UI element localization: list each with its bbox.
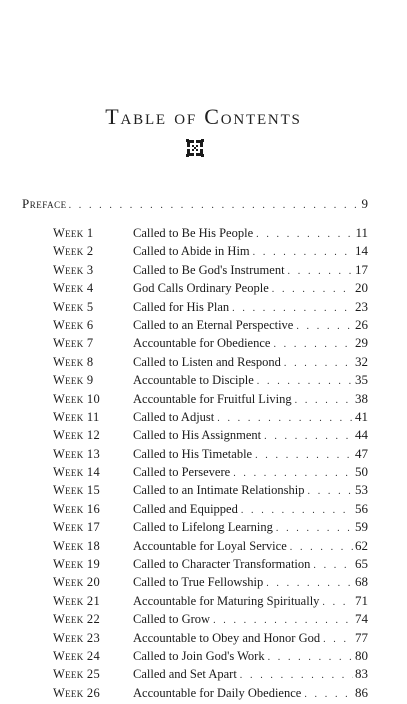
week-title: Called to Be His People — [133, 226, 254, 240]
week-title: Accountable for Fruitful Living — [133, 391, 292, 406]
week-label: Week 11 — [53, 409, 100, 424]
dot-leader — [322, 594, 353, 612]
page-number: 86 — [355, 684, 368, 700]
page-number: 53 — [355, 482, 368, 498]
week-title: Called to True Fellowship — [133, 575, 264, 590]
week-label: Week 3 — [53, 262, 94, 277]
page-number: 11 — [355, 225, 368, 240]
week-label: Week 6 — [53, 317, 94, 332]
page-number: 41 — [355, 408, 368, 424]
week-label: Week 21 — [53, 593, 101, 608]
preface-label: Preface — [22, 196, 67, 211]
week-title: Called to Grow — [133, 612, 211, 627]
toc-entry-week[interactable] — [53, 371, 368, 389]
dot-leader — [288, 263, 353, 281]
week-label: Week 17 — [53, 520, 101, 535]
page-number: 62 — [355, 537, 368, 553]
week-label: Week 24 — [53, 648, 101, 663]
toc-entry-week[interactable] — [53, 445, 368, 463]
week-list — [53, 224, 368, 702]
page-number: 77 — [355, 629, 368, 645]
toc-entry-week[interactable] — [53, 481, 368, 499]
week-label: Week 16 — [53, 501, 101, 516]
page-number: 38 — [355, 390, 368, 406]
toc-entry-week[interactable] — [53, 500, 368, 518]
week-label: Week 23 — [53, 630, 101, 645]
dot-leader — [272, 281, 353, 299]
toc-entry-week[interactable] — [53, 316, 368, 334]
week-title: Called to Lifelong Learning — [133, 520, 273, 535]
toc-entry-week[interactable] — [53, 518, 368, 536]
week-title: Accountable to Obey and Honor God — [133, 630, 321, 645]
toc-entry-week[interactable] — [53, 537, 368, 555]
week-title: Accountable to Disciple — [133, 373, 254, 388]
toc-entry-week[interactable] — [53, 573, 368, 591]
page-number: 9 — [361, 196, 368, 211]
page-number: 56 — [355, 500, 368, 516]
week-title: Called to Listen and Respond — [133, 354, 281, 369]
toc-entry-week[interactable] — [53, 353, 368, 371]
week-title: Accountable for Maturing Spiritually — [133, 593, 320, 608]
dot-leader — [264, 428, 353, 446]
week-label: Week 20 — [53, 575, 101, 590]
toc-entry-week[interactable] — [53, 555, 368, 573]
dot-leader — [276, 520, 353, 538]
toc-entry-week[interactable] — [53, 408, 368, 426]
dot-leader — [308, 483, 354, 501]
page-number: 44 — [355, 427, 368, 443]
week-label: Week 4 — [53, 281, 94, 296]
week-title: Called to an Eternal Perspective — [133, 317, 294, 332]
week-title: Called to an Intimate Relationship — [133, 483, 305, 498]
toc-entry-week[interactable] — [53, 224, 368, 242]
toc-entry-week[interactable] — [53, 242, 368, 260]
week-label: Week 8 — [53, 354, 94, 369]
page-title: Table of Contents — [105, 104, 302, 129]
week-title: Called to Be God's Instrument — [133, 262, 285, 277]
toc-entry-week[interactable] — [53, 390, 368, 408]
week-label: Week 18 — [53, 538, 101, 553]
page-number: 14 — [355, 243, 368, 259]
page-number: 50 — [355, 464, 368, 480]
page-number: 68 — [355, 574, 368, 590]
page-number: 35 — [355, 372, 368, 388]
week-label: Week 7 — [53, 336, 94, 351]
week-label: Week 5 — [53, 299, 94, 314]
week-title: Called to Abide in Him — [133, 244, 250, 259]
week-title: Called to His Assignment — [133, 428, 262, 443]
week-label: Week 1 — [53, 226, 94, 240]
week-title: God Calls Ordinary People — [133, 281, 269, 296]
page-number: 59 — [355, 519, 368, 535]
week-label: Week 22 — [53, 612, 101, 627]
dot-leader — [69, 197, 360, 215]
page-number: 47 — [355, 445, 368, 461]
page-number: 65 — [355, 556, 368, 572]
toc-entry-week[interactable] — [53, 592, 368, 610]
page-number: 83 — [355, 666, 368, 682]
week-title: Called for His Plan — [133, 299, 230, 314]
page-number: 80 — [355, 647, 368, 663]
page-number: 26 — [355, 316, 368, 332]
dot-leader — [304, 686, 353, 704]
week-label: Week 9 — [53, 373, 94, 388]
week-title: Accountable for Daily Obedience — [133, 685, 302, 700]
page-number: 17 — [355, 261, 368, 277]
dot-leader — [256, 226, 353, 244]
toc-entry-week[interactable] — [53, 684, 368, 702]
dot-leader — [295, 392, 353, 410]
diamond-ornament-icon — [186, 139, 204, 157]
week-title: Called to Character Transformation — [133, 557, 311, 572]
week-title: Called to Join God's Work — [133, 648, 265, 663]
dot-leader — [296, 318, 353, 336]
week-label: Week 26 — [53, 685, 101, 700]
week-label: Week 19 — [53, 557, 101, 572]
week-title: Called to Adjust — [133, 409, 215, 424]
toc-entry-week[interactable] — [53, 261, 368, 279]
toc-entry-week[interactable] — [53, 629, 368, 647]
week-title: Accountable for Obedience — [133, 336, 271, 351]
dot-leader — [268, 649, 353, 667]
toc-entry-week[interactable] — [53, 298, 368, 316]
toc-entry-week[interactable] — [53, 426, 368, 444]
page-number: 74 — [355, 611, 368, 627]
week-label: Week 2 — [53, 244, 94, 259]
toc-entry-preface[interactable] — [22, 195, 368, 213]
week-label: Week 10 — [53, 391, 101, 406]
page-number: 23 — [355, 298, 368, 314]
week-label: Week 12 — [53, 428, 101, 443]
toc-entry-week[interactable] — [53, 279, 368, 297]
week-title: Called and Equipped — [133, 501, 238, 516]
week-title: Called and Set Apart — [133, 667, 237, 682]
toc-entry-week[interactable] — [53, 463, 368, 481]
week-title: Called to His Timetable — [133, 446, 253, 461]
page-number: 71 — [355, 592, 368, 608]
dot-leader — [255, 447, 353, 465]
week-title: Accountable for Loyal Service — [133, 538, 287, 553]
dot-leader — [284, 355, 353, 373]
page-number: 29 — [355, 335, 368, 351]
week-label: Week 25 — [53, 667, 101, 682]
week-label: Week 15 — [53, 483, 101, 498]
dot-leader — [313, 557, 353, 575]
toc-entry-week[interactable] — [53, 334, 368, 352]
week-title: Called to Persevere — [133, 465, 231, 480]
page-number: 32 — [355, 353, 368, 369]
page-number: 20 — [355, 280, 368, 296]
dot-leader — [323, 631, 353, 649]
toc-entry-week[interactable] — [53, 610, 368, 628]
week-label: Week 13 — [53, 446, 101, 461]
toc-entry-week[interactable] — [53, 665, 368, 683]
week-label: Week 14 — [53, 465, 101, 480]
toc-entry-week[interactable] — [53, 647, 368, 665]
dot-leader — [273, 336, 353, 354]
